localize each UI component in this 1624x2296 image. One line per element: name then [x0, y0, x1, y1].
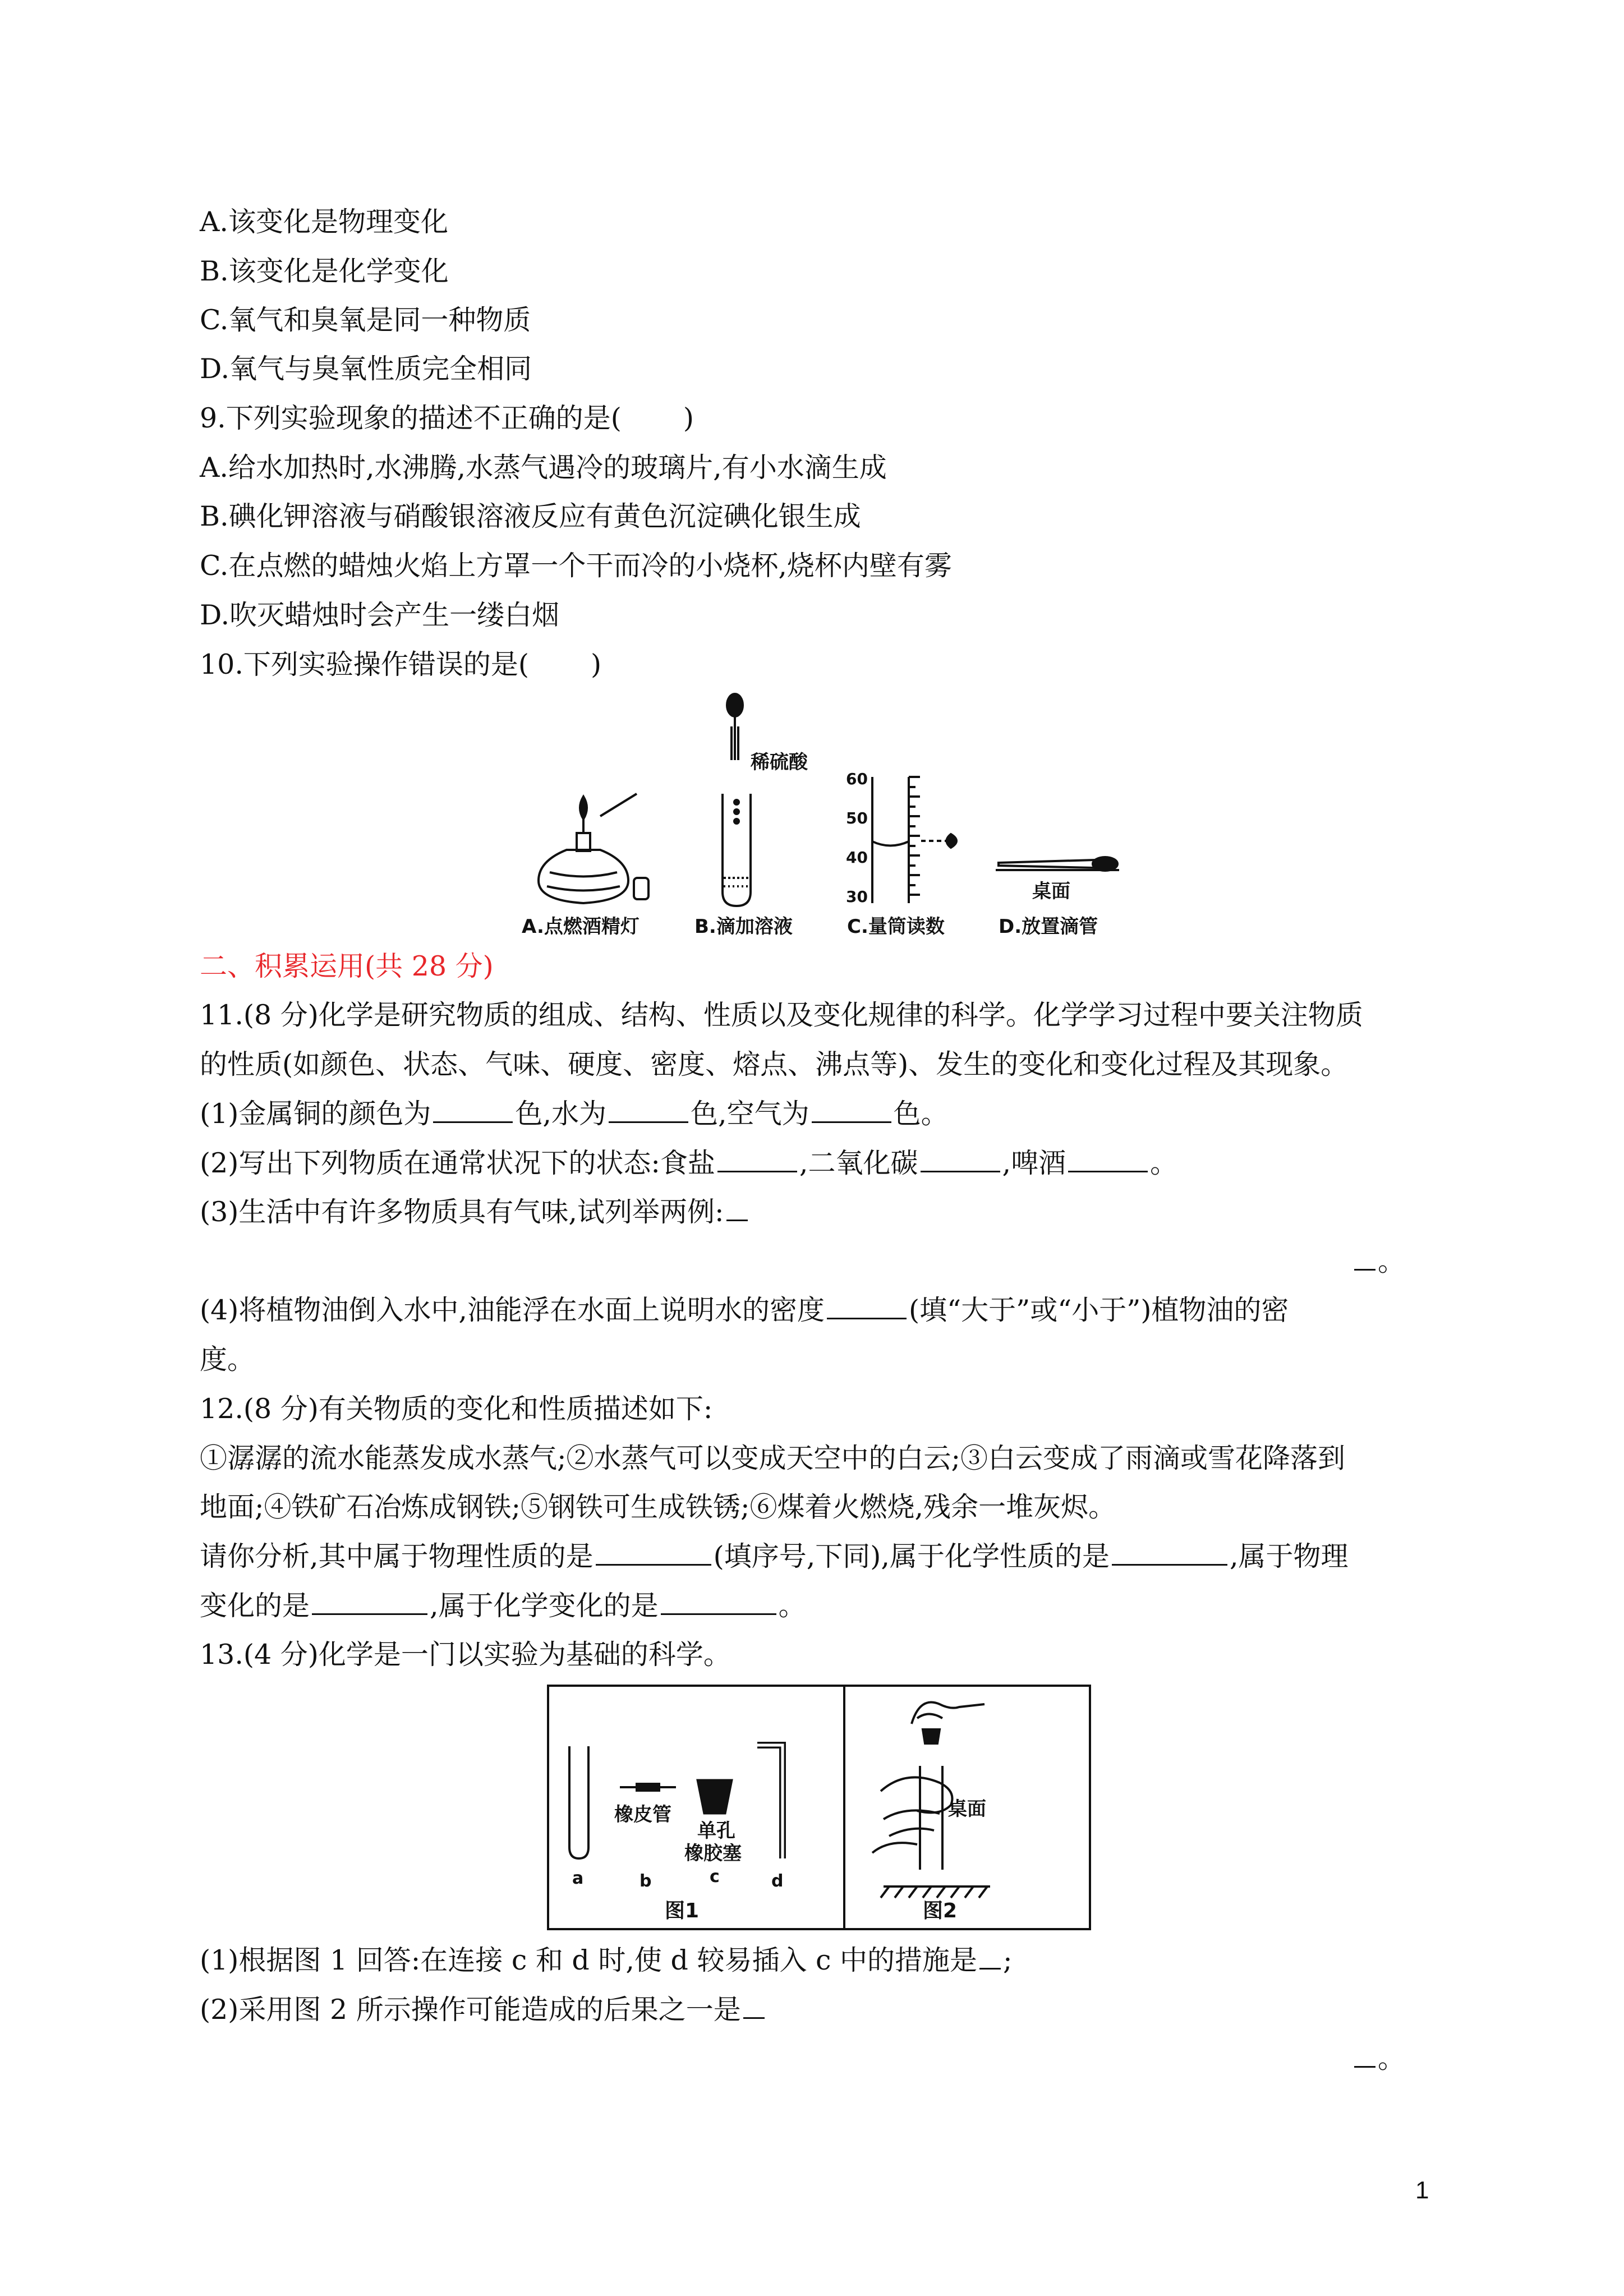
tick-label-40: 40	[846, 848, 868, 867]
q11-part2: (2)写出下列物质在通常状况下的状态:食盐 ,二氧化碳 ,啤酒 。	[200, 1147, 1178, 1179]
q12-line2: 地面;④铁矿石冶炼成钢铁;⑤钢铁可生成铁锈;⑥煤着火燃烧,残余一堆灰烬。	[200, 1491, 1116, 1523]
acid-label: 稀硫酸	[751, 751, 808, 774]
q13-part2-end: 。	[1352, 2042, 1405, 2076]
q8-option-a: A.该变化是物理变化	[200, 206, 448, 238]
q9-option-c: C.在点燃的蜡烛火焰上方罩一个干而冷的小烧杯,烧杯内壁有雾	[200, 550, 952, 582]
answer-blank[interactable]	[717, 1147, 797, 1172]
answer-blank[interactable]	[433, 1098, 513, 1123]
q8-option-b: B.该变化是化学变化	[200, 255, 449, 287]
q10-stem: 10.下列实验操作错误的是( )	[200, 648, 602, 680]
rubber-tube-label: 橡皮管	[614, 1803, 671, 1826]
q11-part3: (3)生活中有许多物质具有气味,试列举两例:	[200, 1195, 750, 1229]
alcohol-lamp-drawing	[539, 794, 648, 903]
q11-part4-end: 度。	[200, 1343, 255, 1375]
q9-option-b: B.碘化钾溶液与硝酸银溶液反应有黄色沉淀碘化银生成	[200, 500, 861, 532]
rubber-tube-drawing	[620, 1784, 676, 1791]
q9-option-d: D.吹灭蜡烛时会产生一缕白烟	[200, 599, 560, 631]
q9-stem: 9.下列实验现象的描述不正确的是( )	[200, 402, 694, 434]
glass-tube-drawing	[757, 1745, 783, 1858]
label-c: c	[710, 1867, 720, 1887]
answer-blank[interactable]	[1112, 1540, 1227, 1566]
caption-b: B.滴加溶液	[694, 915, 793, 938]
q12-line1: ①潺潺的流水能蒸发成水蒸气;②水蒸气可以变成天空中的白云;③白云变成了雨滴或雪花降落到	[200, 1442, 1346, 1474]
fig1-caption: 图1	[665, 1899, 700, 1922]
tick-label-50: 50	[846, 809, 868, 827]
caption-a: A.点燃酒精灯	[522, 915, 640, 938]
answer-blank[interactable]	[596, 1540, 711, 1566]
desk-label: 桌面	[1032, 880, 1070, 903]
answer-blank[interactable]	[312, 1590, 427, 1615]
q13-part1: (1)根据图 1 回答:在连接 c 和 d 时,使 d 较易插入 c 中的措施是 ;	[200, 1944, 1013, 1976]
answer-blank[interactable]	[1068, 1147, 1148, 1172]
graduated-cylinder-drawing	[872, 777, 956, 903]
answer-blank[interactable]	[921, 1147, 1000, 1172]
answer-blank[interactable]	[827, 1294, 907, 1319]
q13-stem: 13.(4 分)化学是一门以实验为基础的科学。	[200, 1639, 731, 1671]
q13-figure	[547, 1685, 1091, 1931]
tick-label-60: 60	[846, 770, 868, 788]
stopper-label-line2: 橡胶塞	[684, 1842, 742, 1865]
q12-stem: 12.(8 分)有关物质的变化和性质描述如下:	[200, 1393, 713, 1425]
fig2-caption: 图2	[923, 1899, 958, 1922]
stopper-drawing	[697, 1780, 732, 1814]
answer-blank[interactable]	[609, 1098, 688, 1123]
answer-blank[interactable]	[979, 1944, 1001, 1970]
tick-label-30: 30	[846, 887, 868, 906]
label-d: d	[771, 1871, 784, 1891]
section-heading: 二、积累运用(共 28 分)	[200, 950, 494, 982]
q9-option-a: A.给水加热时,水沸腾,水蒸气遇冷的玻璃片,有小水滴生成	[200, 452, 887, 484]
q13-part2: (2)采用图 2 所示操作可能造成的后果之一是	[200, 1993, 767, 2027]
q11-stem-line2: 的性质(如颜色、状态、气味、硬度、密度、熔点、沸点等)、发生的变化和变化过程及其现象。	[200, 1048, 1349, 1080]
answer-blank[interactable]	[1354, 1245, 1375, 1271]
q8-option-c: C.氧气和臭氧是同一种物质	[200, 304, 531, 336]
q12-line3: 请你分析,其中属于物理性质的是 (填序号,下同),属于化学性质的是 ,属于物理	[200, 1540, 1349, 1572]
test-tube-drawing	[569, 1746, 588, 1858]
answer-blank[interactable]	[726, 1196, 748, 1221]
q10-experiment-figure	[516, 693, 1122, 942]
answer-blank[interactable]	[661, 1590, 776, 1615]
page-number: 1	[1415, 2177, 1429, 2204]
q11-stem-line1: 11.(8 分)化学是研究物质的组成、结构、性质以及变化规律的科学。化学学习过程中要关注物质	[200, 999, 1363, 1031]
q12-line4: 变化的是 ,属于化学变化的是 。	[200, 1590, 806, 1622]
answer-blank[interactable]	[743, 1994, 765, 2019]
label-b: b	[640, 1871, 652, 1891]
stopper-label-line1: 单孔	[697, 1820, 735, 1842]
caption-d: D.放置滴管	[999, 915, 1098, 938]
caption-c: C.量筒读数	[847, 915, 945, 938]
answer-blank[interactable]	[1354, 2042, 1375, 2068]
dropper-on-desk-drawing	[996, 857, 1119, 871]
q11-part3-end: 。	[1352, 1245, 1405, 1278]
q8-option-d: D.氧气与臭氧性质完全相同	[200, 353, 532, 385]
desk-label: 桌面	[948, 1798, 986, 1820]
answer-blank[interactable]	[812, 1098, 891, 1123]
label-a: a	[572, 1869, 584, 1888]
dropper-testtube-drawing	[723, 694, 751, 906]
q11-part1: (1)金属铜的颜色为 色,水为 色,空气为 色。	[200, 1098, 949, 1130]
q11-part4: (4)将植物油倒入水中,油能浮在水面上说明水的密度 (填“大于”或“小于”)植物油的密	[200, 1294, 1289, 1326]
